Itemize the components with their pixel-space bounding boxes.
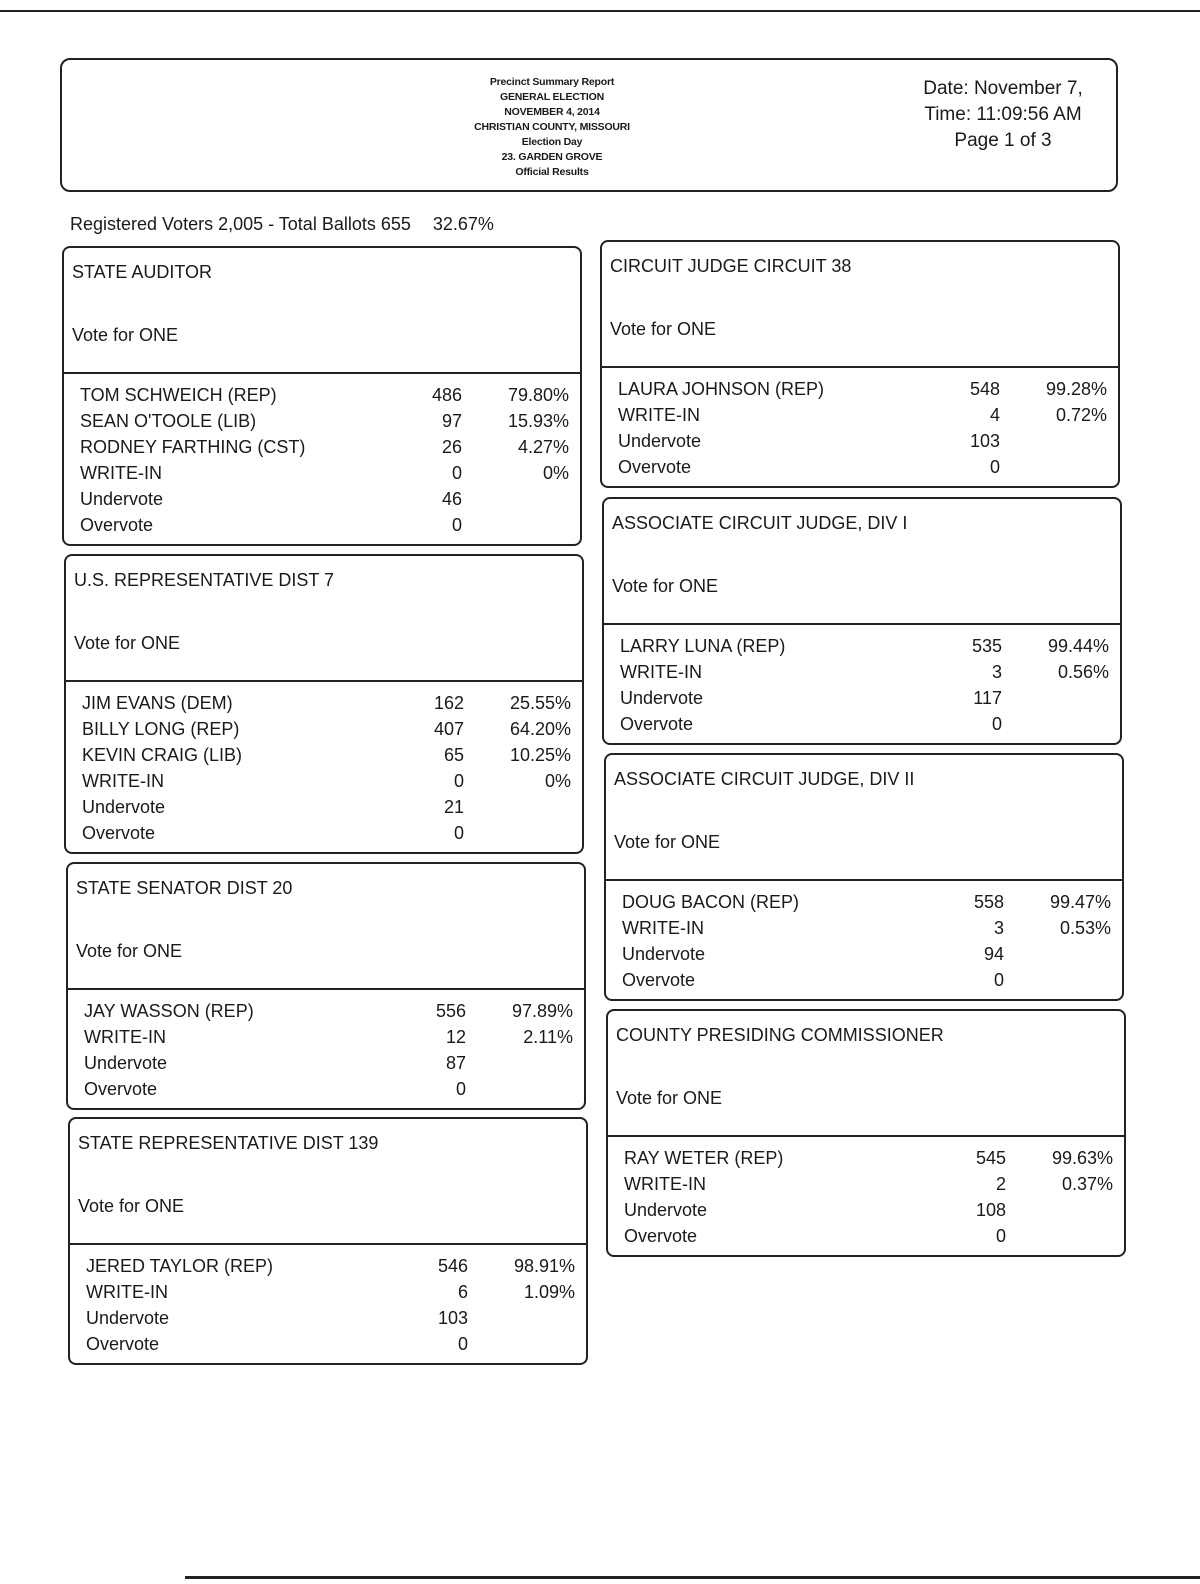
candidate-name: TOM SCHWEICH (REP) <box>80 385 277 405</box>
report-time: Time: 11:09:56 AM <box>924 104 1082 125</box>
turnout-percent: 32.67% <box>432 214 494 234</box>
vote-count: 4 <box>989 405 1000 425</box>
result-row <box>606 941 1122 967</box>
vote-count: 3 <box>993 918 1004 938</box>
vote-count: 0 <box>457 1334 468 1354</box>
result-row <box>608 1171 1124 1197</box>
result-row <box>608 1145 1124 1171</box>
contest-state-representative <box>68 1117 588 1365</box>
contest-header <box>608 1011 1124 1137</box>
registration-summary <box>70 214 494 235</box>
result-row <box>602 428 1118 454</box>
vote-percent: 2.11% <box>523 1027 573 1047</box>
vote-count: 2 <box>995 1174 1006 1194</box>
candidate-name: Overvote <box>84 1079 158 1099</box>
vote-percent: 15.93% <box>507 411 569 431</box>
result-row <box>64 486 580 512</box>
vote-count: 558 <box>973 892 1004 912</box>
contest-title: COUNTY PRESIDING COMMISSIONER <box>616 1025 944 1045</box>
vote-count: 0 <box>991 714 1002 734</box>
contest-header <box>66 556 582 682</box>
vote-count: 21 <box>443 797 464 817</box>
vote-count: 6 <box>457 1282 468 1302</box>
results-list <box>70 1245 586 1363</box>
result-row <box>604 685 1120 711</box>
result-row <box>608 1197 1124 1223</box>
results-list <box>64 374 580 544</box>
vote-for-label: Vote for ONE <box>614 832 721 852</box>
result-row <box>66 716 582 742</box>
result-row <box>70 1305 586 1331</box>
contest-header <box>604 499 1120 625</box>
vote-count: 65 <box>443 745 464 765</box>
candidate-name: Undervote <box>622 944 706 964</box>
result-row <box>64 434 580 460</box>
contest-county-presiding-commissioner <box>606 1009 1126 1257</box>
vote-count: 0 <box>993 970 1004 990</box>
results-status: Official Results <box>515 166 589 178</box>
candidate-name: Overvote <box>624 1226 698 1246</box>
result-row <box>66 820 582 846</box>
candidate-name: Undervote <box>618 431 702 451</box>
contest-header <box>602 242 1118 368</box>
vote-for-label: Vote for ONE <box>610 319 717 339</box>
vote-percent: 98.91% <box>513 1256 575 1276</box>
vote-percent: 25.55% <box>509 693 571 713</box>
candidate-name: RAY WETER (REP) <box>624 1148 784 1168</box>
vote-percent: 79.80% <box>507 385 569 405</box>
candidate-name: JAY WASSON (REP) <box>84 1001 254 1021</box>
contest-title: CIRCUIT JUDGE CIRCUIT 38 <box>610 256 852 276</box>
result-row <box>602 402 1118 428</box>
vote-count: 535 <box>971 636 1002 656</box>
result-row <box>608 1223 1124 1249</box>
candidate-name: Undervote <box>80 489 164 509</box>
scan-edge-bottom <box>185 1576 1200 1579</box>
candidate-name: WRITE-IN <box>80 463 162 483</box>
vote-percent: 97.89% <box>511 1001 573 1021</box>
results-list <box>608 1137 1124 1255</box>
vote-count: 0 <box>989 457 1000 477</box>
vote-count: 46 <box>441 489 462 509</box>
election-name: GENERAL ELECTION <box>500 91 604 103</box>
vote-percent: 99.44% <box>1047 636 1109 656</box>
result-row <box>64 512 580 538</box>
report-title: Precinct Summary Report <box>489 76 615 88</box>
result-row <box>68 1024 584 1050</box>
candidate-name: Overvote <box>618 457 692 477</box>
county-name: CHRISTIAN COUNTY, MISSOURI <box>474 121 630 133</box>
election-date: NOVEMBER 4, 2014 <box>504 106 600 118</box>
candidate-name: Overvote <box>620 714 694 734</box>
vote-for-label: Vote for ONE <box>616 1088 723 1108</box>
vote-count: 0 <box>451 515 462 535</box>
result-row <box>604 659 1120 685</box>
candidate-name: Undervote <box>82 797 166 817</box>
result-row <box>68 1050 584 1076</box>
vote-count: 94 <box>983 944 1004 964</box>
vote-percent: 0.37% <box>1061 1174 1113 1194</box>
page-number: Page 1 of 3 <box>954 130 1052 151</box>
result-row <box>602 454 1118 480</box>
vote-percent: 0% <box>542 463 569 483</box>
contest-header <box>606 755 1122 881</box>
result-row <box>602 376 1118 402</box>
vote-percent: 0.56% <box>1057 662 1109 682</box>
contest-associate-judge-div-1 <box>602 497 1122 745</box>
result-row <box>606 915 1122 941</box>
results-list <box>606 881 1122 999</box>
vote-percent: 99.47% <box>1049 892 1111 912</box>
vote-percent: 4.27% <box>517 437 569 457</box>
vote-count: 3 <box>991 662 1002 682</box>
results-list <box>68 990 584 1108</box>
vote-count: 556 <box>435 1001 466 1021</box>
candidate-name: Overvote <box>622 970 696 990</box>
contest-associate-judge-div-2 <box>604 753 1124 1001</box>
vote-count: 103 <box>969 431 1000 451</box>
vote-count: 97 <box>441 411 462 431</box>
vote-percent: 0% <box>544 771 571 791</box>
result-row <box>70 1279 586 1305</box>
vote-count: 12 <box>445 1027 466 1047</box>
candidate-name: KEVIN CRAIG (LIB) <box>82 745 243 765</box>
candidate-name: Undervote <box>86 1308 170 1328</box>
candidate-name: WRITE-IN <box>620 662 702 682</box>
contest-title: ASSOCIATE CIRCUIT JUDGE, DIV II <box>614 769 915 789</box>
vote-count: 486 <box>431 385 462 405</box>
candidate-name: Undervote <box>624 1200 708 1220</box>
registered-voters-text: Registered Voters 2,005 - Total Ballots 655 <box>70 214 411 234</box>
vote-percent: 64.20% <box>509 719 571 739</box>
result-row <box>66 690 582 716</box>
result-row <box>604 633 1120 659</box>
result-row <box>604 711 1120 737</box>
vote-count: 407 <box>433 719 464 739</box>
report-title-block <box>402 75 702 180</box>
result-row <box>64 460 580 486</box>
vote-count: 162 <box>433 693 464 713</box>
precinct-name: 23. GARDEN GROVE <box>501 151 603 163</box>
candidate-name: WRITE-IN <box>84 1027 166 1047</box>
candidate-name: Undervote <box>620 688 704 708</box>
vote-percent: 1.09% <box>523 1282 575 1302</box>
vote-count: 26 <box>441 437 462 457</box>
result-row <box>68 1076 584 1102</box>
vote-for-label: Vote for ONE <box>78 1196 185 1216</box>
report-meta <box>898 76 1108 154</box>
vote-type: Election Day <box>521 136 583 148</box>
vote-count: 0 <box>453 823 464 843</box>
vote-count: 546 <box>437 1256 468 1276</box>
contest-state-senator <box>66 862 586 1110</box>
candidate-name: WRITE-IN <box>86 1282 168 1302</box>
scan-edge-top <box>0 10 1200 12</box>
candidate-name: Overvote <box>86 1334 160 1354</box>
vote-count: 545 <box>975 1148 1006 1168</box>
vote-count: 103 <box>437 1308 468 1328</box>
vote-for-label: Vote for ONE <box>76 941 183 961</box>
contest-title: STATE REPRESENTATIVE DIST 139 <box>78 1133 379 1153</box>
vote-for-label: Vote for ONE <box>74 633 181 653</box>
contest-header <box>64 248 580 374</box>
contest-header <box>70 1119 586 1245</box>
candidate-name: WRITE-IN <box>624 1174 706 1194</box>
contest-title: U.S. REPRESENTATIVE DIST 7 <box>74 570 335 590</box>
candidate-name: JIM EVANS (DEM) <box>82 693 233 713</box>
vote-count: 0 <box>451 463 462 483</box>
contest-title: STATE SENATOR DIST 20 <box>76 878 293 898</box>
results-list <box>604 625 1120 743</box>
contest-header <box>68 864 584 990</box>
vote-percent: 0.53% <box>1059 918 1111 938</box>
vote-for-label: Vote for ONE <box>612 576 719 596</box>
vote-count: 87 <box>445 1053 466 1073</box>
candidate-name: WRITE-IN <box>622 918 704 938</box>
vote-count: 0 <box>455 1079 466 1099</box>
contest-us-representative <box>64 554 584 854</box>
candidate-name: JERED TAYLOR (REP) <box>86 1256 274 1276</box>
vote-for-label: Vote for ONE <box>72 325 179 345</box>
result-row <box>64 408 580 434</box>
vote-count: 0 <box>995 1226 1006 1246</box>
vote-count: 117 <box>973 688 1002 708</box>
candidate-name: Overvote <box>82 823 156 843</box>
result-row <box>64 382 580 408</box>
candidate-name: DOUG BACON (REP) <box>622 892 800 912</box>
report-date: Date: November 7, <box>923 78 1083 99</box>
candidate-name: WRITE-IN <box>82 771 164 791</box>
result-row <box>68 998 584 1024</box>
candidate-name: Undervote <box>84 1053 168 1073</box>
result-row <box>66 794 582 820</box>
contest-state-auditor <box>62 246 582 546</box>
contest-circuit-judge <box>600 240 1120 488</box>
candidate-name: LARRY LUNA (REP) <box>620 636 786 656</box>
result-row <box>70 1331 586 1357</box>
vote-percent: 99.63% <box>1051 1148 1113 1168</box>
candidate-name: Overvote <box>80 515 154 535</box>
candidate-name: RODNEY FARTHING (CST) <box>80 437 306 457</box>
vote-percent: 0.72% <box>1055 405 1107 425</box>
vote-count: 548 <box>969 379 1000 399</box>
result-row <box>66 742 582 768</box>
vote-count: 108 <box>975 1200 1006 1220</box>
result-row <box>66 768 582 794</box>
candidate-name: LAURA JOHNSON (REP) <box>618 379 825 399</box>
candidate-name: BILLY LONG (REP) <box>82 719 240 739</box>
vote-count: 0 <box>453 771 464 791</box>
candidate-name: WRITE-IN <box>618 405 700 425</box>
contest-title: ASSOCIATE CIRCUIT JUDGE, DIV I <box>612 513 908 533</box>
results-list <box>66 682 582 852</box>
contest-title: STATE AUDITOR <box>72 262 213 282</box>
vote-percent: 99.28% <box>1045 379 1107 399</box>
result-row <box>70 1253 586 1279</box>
candidate-name: SEAN O'TOOLE (LIB) <box>80 411 257 431</box>
results-list <box>602 368 1118 486</box>
result-row <box>606 889 1122 915</box>
result-row <box>606 967 1122 993</box>
report-header <box>60 58 1118 192</box>
vote-percent: 10.25% <box>509 745 571 765</box>
